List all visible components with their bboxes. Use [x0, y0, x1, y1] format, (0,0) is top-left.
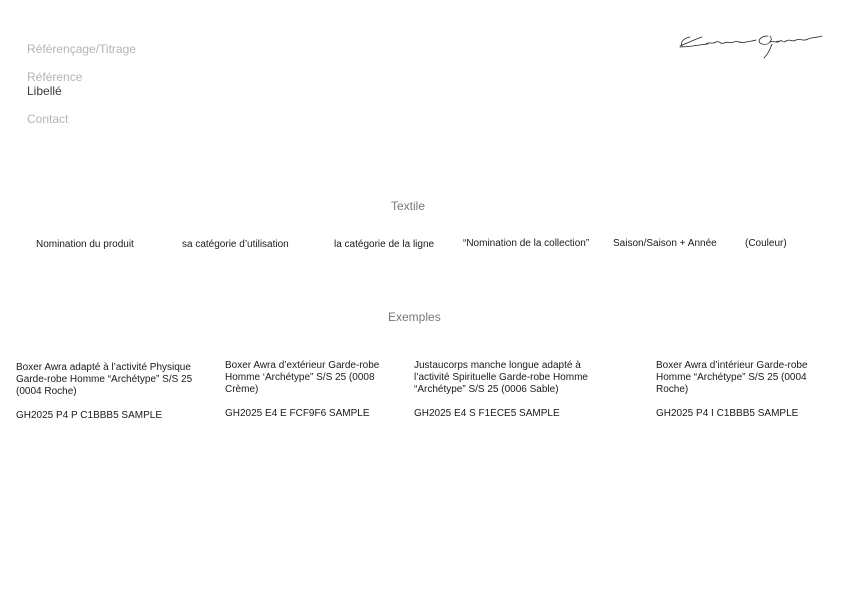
field-season-year: Saison/Saison + Année [613, 238, 717, 249]
example-description: Boxer Awra d’extérieur Garde-robe Homme ‘Archétype” S/S 25 (0008 Crème) [225, 360, 380, 395]
example-code: GH2025 P4 I C1BBB5 SAMPLE [656, 408, 799, 419]
example-item [656, 360, 832, 420]
example-code: GH2025 E4 E FCF9F6 SAMPLE [225, 408, 370, 419]
field-line-category: la catégorie de la ligne [334, 239, 435, 250]
signature-logo-icon [676, 28, 824, 62]
field-product-name: Nomination du produit [36, 239, 134, 250]
field-color: (Couleur) [745, 238, 787, 249]
example-description: Boxer Awra adapté à l’activité Physique Garde-robe Homme “Archétype” S/S 25 (0004 Roche) [16, 362, 193, 397]
field-usage-category: sa catégorie d’utilisation [182, 239, 289, 250]
nav-item-reference[interactable]: Référence [27, 70, 83, 84]
example-item [225, 360, 403, 420]
example-code: GH2025 P4 P C1BBB5 SAMPLE [16, 410, 163, 421]
example-description: Justaucorps manche longue adapté à l’activité Spirituelle Garde-robe Homme “Archétype” S/S 25 (0006 Sable) [414, 360, 588, 395]
nav-item-referencage-titrage[interactable]: Référençage/Titrage [27, 42, 136, 56]
example-item [414, 360, 612, 420]
nav-item-contact[interactable]: Contact [27, 112, 69, 126]
section-title-exemples: Exemples [388, 310, 441, 324]
section-title-textile: Textile [391, 199, 426, 213]
example-description: Boxer Awra d’intérieur Garde-robe Homme “Archétype” S/S 25 (0004 Roche) [656, 360, 808, 395]
example-item [16, 362, 212, 422]
field-collection-name: “Nomination de la collection” [463, 238, 590, 249]
example-code: GH2025 E4 S F1ECE5 SAMPLE [414, 408, 560, 419]
nav-item-libelle[interactable]: Libellé [27, 84, 62, 98]
